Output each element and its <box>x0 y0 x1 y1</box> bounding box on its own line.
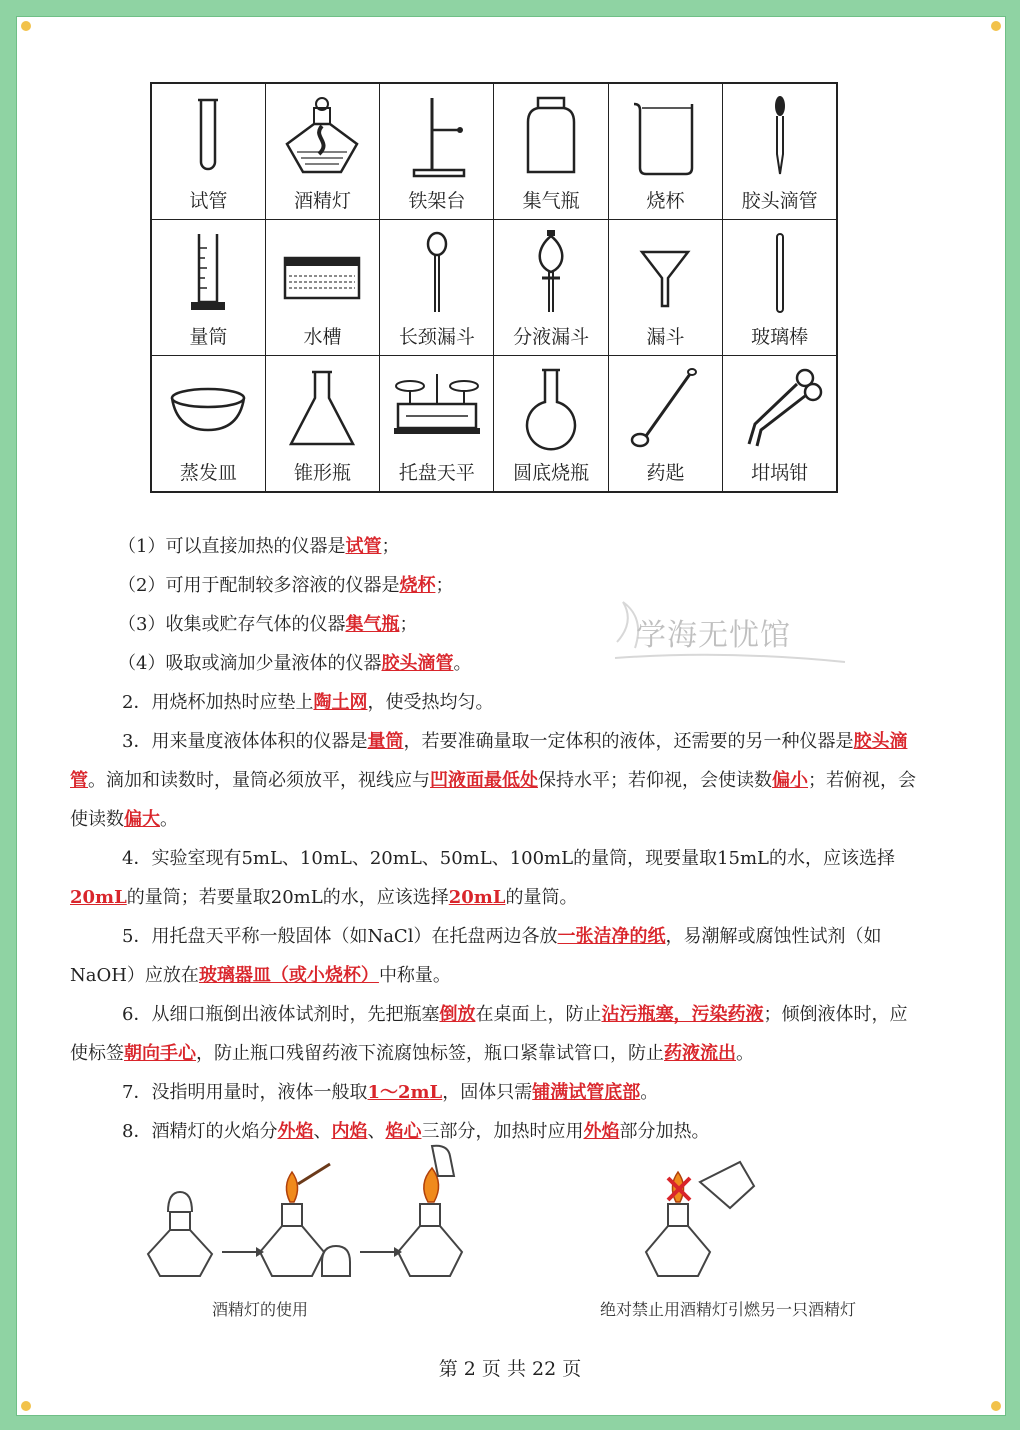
answer: 外焰 <box>277 1121 314 1142</box>
answer: 凹液面最低处 <box>430 770 538 791</box>
round-flask-icon <box>506 364 596 454</box>
caption-right: 绝对禁止用酒精灯引燃另一只酒精灯 <box>600 1300 857 1319</box>
instrument-cell <box>151 83 265 220</box>
instrument-table <box>150 82 838 493</box>
caption-left: 酒精灯的使用 <box>212 1300 309 1319</box>
lamp-lit-icon <box>398 1146 462 1276</box>
question-3: 3．用来量度液体体积的仪器是量筒，若要准确量取一定体积的液体，还需要的另一种仪器是胶头滴管。滴加和读数时，量筒必须放平，视线应与凹液面最低处保持水平；若仰视，会使读数偏小；若俯视，会使读数偏大。 <box>70 731 916 830</box>
instrument-label: 托盘天平 <box>398 462 475 484</box>
alcohol-lamp-usage-illustration <box>110 1142 890 1322</box>
instrument-label: 铁架台 <box>408 190 466 212</box>
answer: 陶土网 <box>313 692 368 713</box>
instrument-label: 漏斗 <box>646 326 685 348</box>
corner-dot-icon <box>991 21 1001 31</box>
instrument-label: 集气瓶 <box>522 190 580 212</box>
instrument-label: 长颈漏斗 <box>398 326 475 348</box>
question-1-1: （1）可以直接加热的仪器是试管； <box>118 536 400 557</box>
instrument-cell <box>151 356 265 493</box>
instrument-cell <box>608 220 722 356</box>
answer: 铺满试管底部 <box>532 1082 641 1103</box>
corner-dot-icon <box>21 1401 31 1411</box>
question-4: 4．实验室现有5mL、10mL、20mL、50mL、100mL的量筒，现要量取15mL的水，应该选择20mL的量筒；若要量取20mL的水，应该选择20mL的量筒。 <box>70 848 896 908</box>
answer: 玻璃器皿（或小烧杯） <box>198 965 379 986</box>
instrument-cell <box>380 220 494 356</box>
question-1-4: （4）吸取或滴加少量液体的仪器胶头滴管。 <box>118 653 472 674</box>
question-1-3: （3）收集或贮存气体的仪器集气瓶； <box>118 614 418 635</box>
conical-flask-icon <box>277 364 367 454</box>
long-neck-funnel-icon <box>392 228 482 318</box>
instrument-cell <box>608 83 722 220</box>
spatula-icon <box>620 364 710 454</box>
instrument-label: 酒精灯 <box>293 190 351 212</box>
instrument-cell <box>380 356 494 493</box>
answer: 外焰 <box>583 1121 620 1142</box>
answer: 焰心 <box>385 1121 422 1142</box>
funnel-icon <box>620 228 710 318</box>
instrument-cell <box>494 356 608 493</box>
instrument-label: 分液漏斗 <box>513 326 590 348</box>
answer: 20mL <box>70 887 127 908</box>
answer: 烧杯 <box>399 575 436 596</box>
dropper-icon <box>735 92 825 182</box>
answer: 一张洁净的纸 <box>557 926 666 947</box>
instrument-cell <box>723 220 837 356</box>
instrument-cell <box>494 220 608 356</box>
page-footer: 第 2 页 共 22 页 <box>438 1358 582 1380</box>
answer: 胶头滴管 <box>70 731 908 791</box>
answer: 试管 <box>345 536 382 557</box>
instrument-label: 胶头滴管 <box>741 190 818 212</box>
iron-stand-icon <box>392 92 482 182</box>
instrument-label: 蒸发皿 <box>179 462 237 484</box>
alcohol-lamp-icon <box>277 92 367 182</box>
instrument-cell <box>494 83 608 220</box>
question-2: 2．用烧杯加热时应垫上陶土网，使受热均匀。 <box>122 692 494 713</box>
instrument-cell <box>265 220 379 356</box>
answer: 1～2mL <box>367 1082 443 1103</box>
crucible-tongs-icon <box>735 364 825 454</box>
answer: 偏小 <box>772 770 808 791</box>
instrument-label: 坩埚钳 <box>751 462 809 484</box>
instrument-cell <box>723 356 837 493</box>
corner-dot-icon <box>21 21 31 31</box>
instrument-cell <box>723 83 837 220</box>
water-trough-icon <box>277 228 367 318</box>
gas-jar-icon <box>506 92 596 182</box>
instrument-label: 水槽 <box>303 326 342 348</box>
instrument-cell <box>265 356 379 493</box>
instrument-label: 烧杯 <box>646 190 685 212</box>
question-5: 5．用托盘天平称一般固体（如NaCl）在托盘两边各放一张洁净的纸，易潮解或腐蚀性试剂（如NaOH）应放在玻璃器皿（或小烧杯）中称量。 <box>70 926 882 986</box>
instrument-cell <box>608 356 722 493</box>
instrument-label: 药匙 <box>646 462 685 484</box>
answer: 沾污瓶塞，污染药液 <box>601 1004 764 1025</box>
separatory-funnel-icon <box>506 228 596 318</box>
instrument-label: 试管 <box>189 190 228 212</box>
question-8: 8．酒精灯的火焰分外焰、内焰、焰心三部分，加热时应用外焰部分加热。 <box>122 1121 710 1142</box>
corner-dot-icon <box>991 1401 1001 1411</box>
answer: 量筒 <box>367 731 404 752</box>
instrument-cell <box>265 83 379 220</box>
glass-rod-icon <box>735 228 825 318</box>
instrument-label: 玻璃棒 <box>751 326 809 348</box>
lamp-lit-with-match-icon <box>260 1164 330 1276</box>
evaporating-dish-icon <box>163 364 253 454</box>
question-6: 6．从细口瓶倒出液体试剂时，先把瓶塞倒放在桌面上，防止沾污瓶塞，污染药液；倾倒液体时，应使标签朝向手心，防止瓶口残留药液下流腐蚀标签，瓶口紧靠试管口，防止药液流出。 <box>70 1004 908 1064</box>
forbidden-lamp-to-lamp-icon <box>646 1162 754 1276</box>
answer: 倒放 <box>439 1004 476 1025</box>
instrument-label: 圆底烧瓶 <box>513 462 590 484</box>
instrument-cell <box>151 220 265 356</box>
lamp-capped-icon <box>148 1192 212 1276</box>
answer: 20mL <box>448 887 506 908</box>
watermark-text: 学海无忧馆 <box>636 618 791 653</box>
question-1-2: （2）可用于配制较多溶液的仪器是烧杯； <box>118 575 454 596</box>
answer: 偏大 <box>124 809 160 830</box>
answer: 集气瓶 <box>345 614 400 635</box>
instrument-cell <box>380 83 494 220</box>
test-tube-icon <box>163 92 253 182</box>
answer: 朝向手心 <box>124 1043 196 1064</box>
instrument-label: 量筒 <box>189 326 228 348</box>
balance-icon <box>392 364 482 454</box>
answer: 胶头滴管 <box>381 653 454 674</box>
answer: 药液流出 <box>664 1043 736 1064</box>
answer: 内焰 <box>331 1121 368 1142</box>
graduated-cylinder-icon <box>163 228 253 318</box>
question-7: 7．没指明用量时，液体一般取1～2mL，固体只需铺满试管底部。 <box>122 1082 659 1103</box>
instrument-label: 锥形瓶 <box>293 462 351 484</box>
beaker-icon <box>620 92 710 182</box>
